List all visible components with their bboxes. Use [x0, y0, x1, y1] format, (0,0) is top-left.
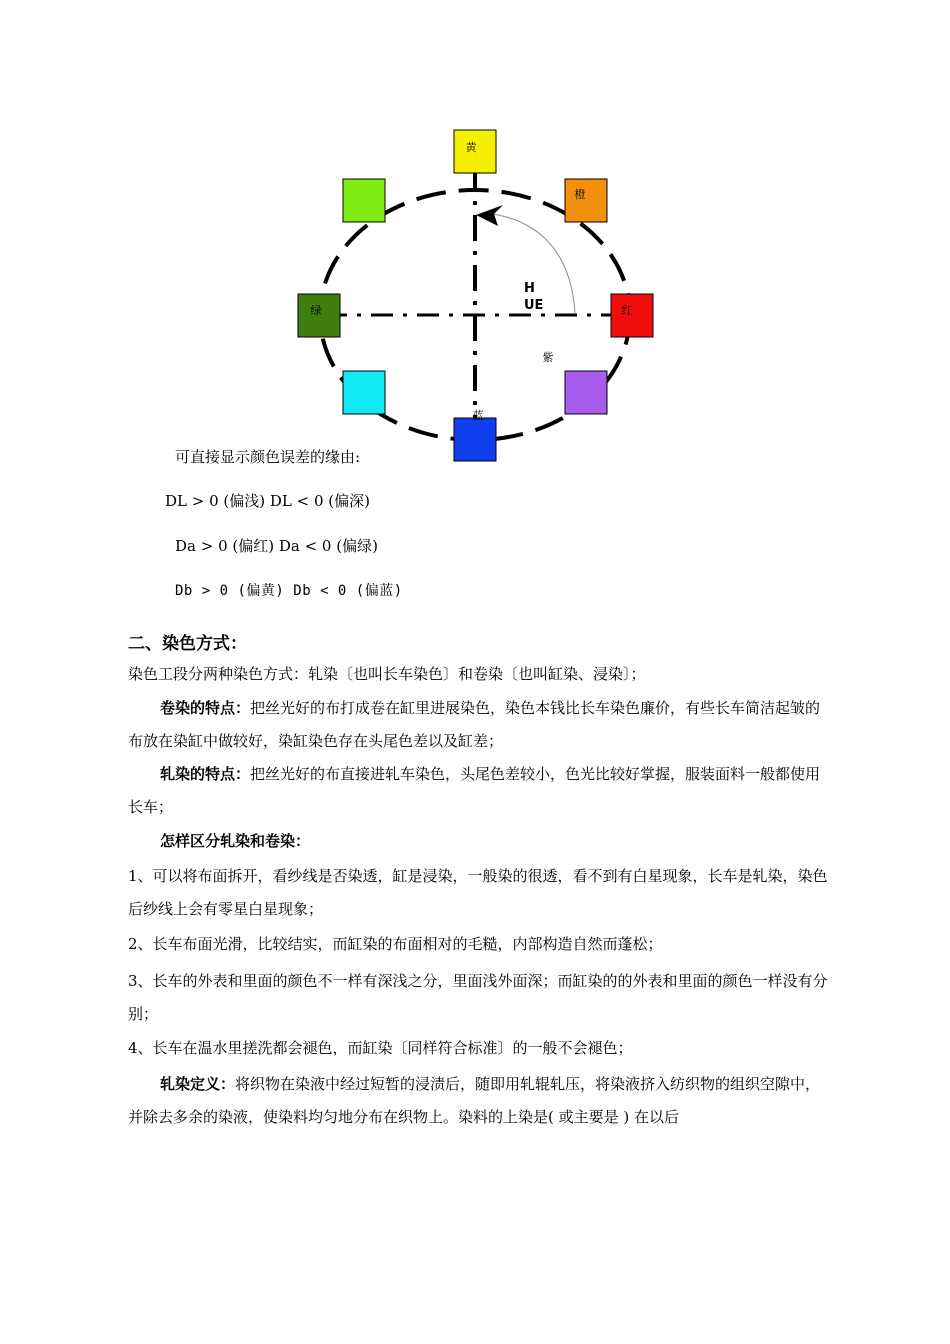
- db-line: Db > 0 (偏黄) Db < 0 (偏蓝): [175, 583, 403, 599]
- swatch-label-red: 红: [621, 304, 633, 317]
- swatch-red: [611, 294, 653, 337]
- swatch-green: [298, 294, 340, 337]
- list-item-1: 1、可以将布面拆开，看纱线是否染透，缸是浸染，一般染的很透，看不到有白星现象，长车是轧染，染色后纱线上会有零星白星现象；: [128, 867, 828, 918]
- pad-dyeing-paragraph: [128, 758, 828, 824]
- distinguish-title: 怎样区分轧染和卷染：: [160, 832, 311, 850]
- hue-label-line2: UE: [524, 298, 544, 313]
- swatch-label-green: 绿: [310, 304, 322, 317]
- pad-dyeing-text: 把丝光好的布直接进轧车染色，头尾色差较小，色光比较好掌握，服装面料一般都使用长车；: [128, 765, 821, 816]
- jig-dyeing-title: 卷染的特点：: [160, 699, 251, 717]
- pad-definition-title: 轧染定义：: [160, 1075, 236, 1093]
- distinguish-heading-paragraph: [128, 825, 828, 858]
- list-item-4: 4、长车在温水里搓洗都会褪色，而缸染〔同样符合标准〕的一般不会褪色；: [128, 1039, 633, 1057]
- swatch-yellow: [454, 130, 496, 173]
- swatch-cyan: [343, 371, 385, 414]
- pad-dyeing-title: 轧染的特点：: [160, 765, 251, 783]
- hue-label-line1: H: [524, 281, 535, 296]
- jig-dyeing-paragraph: [128, 692, 828, 758]
- section-heading: 二、染色方式：: [128, 634, 247, 654]
- swatch-light-green: [343, 179, 385, 222]
- jig-dyeing-text: 把丝光好的布打成卷在缸里进展染色，染色本钱比长车染色廉价，有些长车简洁起皱的布放在染缸中做较好，染缸染色存在头尾色差以及缸差；: [128, 699, 821, 750]
- color-error-intro: 可直接显示颜色误差的缘由:: [175, 448, 361, 466]
- hue-circle-diagram: [290, 125, 670, 465]
- pad-definition-paragraph: [128, 1068, 828, 1134]
- list-item-2: 2、长车布面光滑，比较结实，而缸染的布面相对的毛糙，内部构造自然而蓬松；: [128, 935, 663, 953]
- swatch-purple: [565, 371, 607, 414]
- section-intro: 染色工段分两种染色方式：轧染〔也叫长车染色〕和卷染〔也叫缸染、浸染〕；: [128, 665, 646, 683]
- purple-text-label: 紫: [542, 351, 554, 364]
- swatch-label-yellow: 黄: [465, 141, 477, 154]
- swatch-label-orange: 橙: [574, 188, 586, 201]
- list-item-3: 3、长车的外表和里面的颜色不一样有深浅之分，里面浅外面深；而缸染的的外表和里面的颜色一样没有分别；: [128, 972, 828, 1023]
- pad-definition-text: 将织物在染液中经过短暂的浸渍后，随即用轧辊轧压，将染液挤入纺织物的组织空隙中，并除去多余的染液，使染料均匀地分布在织物上。染料的上染是( 或主要是 ) 在以后: [128, 1075, 821, 1126]
- swatch-orange: [565, 179, 607, 222]
- dl-line: DL > 0 (偏浅) DL < 0 (偏深): [165, 492, 370, 510]
- swatch-label-blue: 蓝: [472, 409, 484, 422]
- da-line: Da > 0 (偏红) Da < 0 (偏绿): [175, 537, 378, 555]
- swatch-blue: [454, 408, 496, 461]
